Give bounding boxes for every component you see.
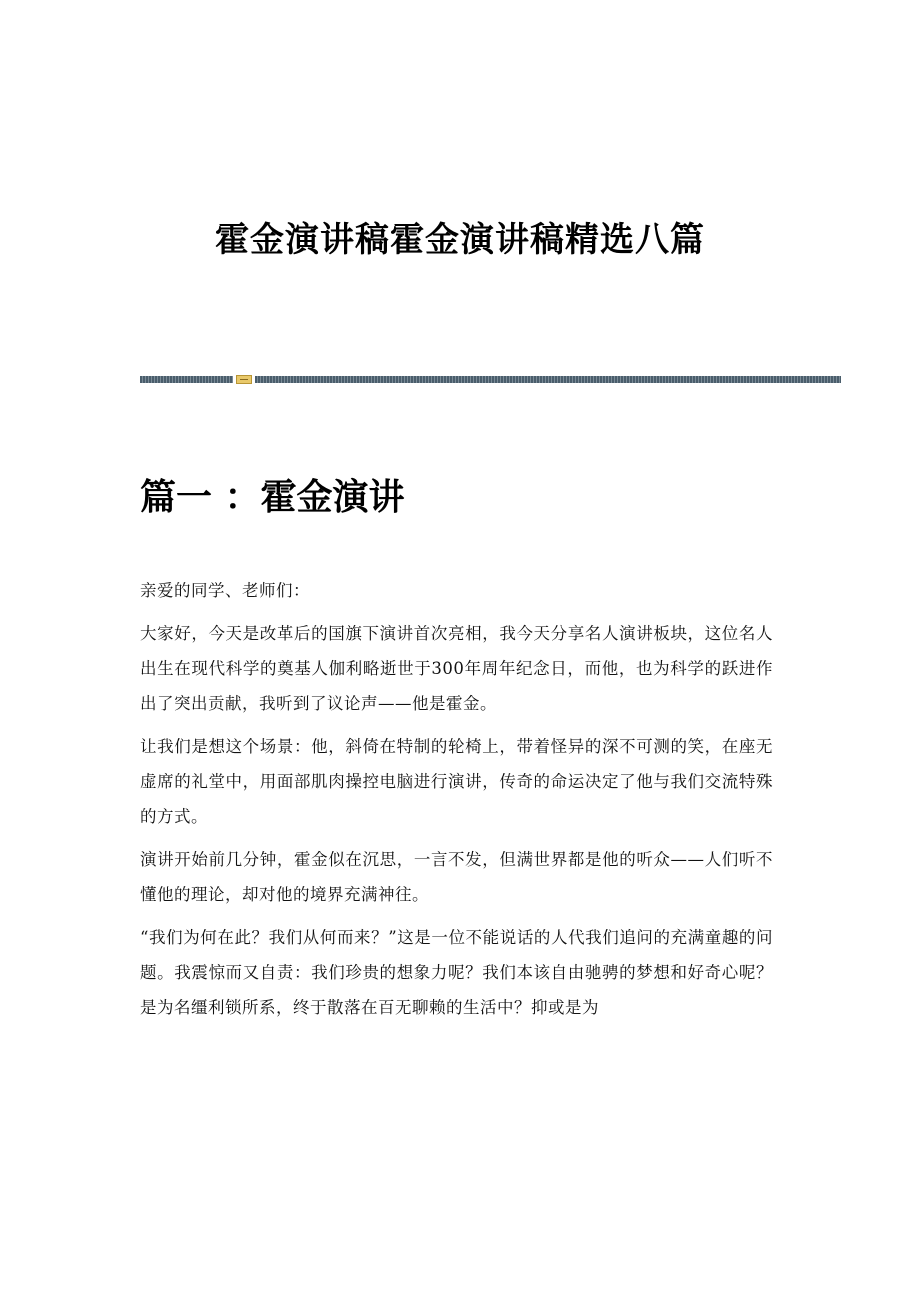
paragraph: 让我们是想这个场景：他，斜倚在特制的轮椅上，带着怪异的深不可测的笑，在座无虚席的礼堂中，用面部肌肉操控电脑进行演讲，传奇的命运决定了他与我们交流特殊的方式。 [140,737,773,826]
divider-bar-right [255,376,841,383]
paragraph: 演讲开始前几分钟，霍金似在沉思，一言不发，但满世界都是他的听众——人们听不懂他的理论，却对他的境界充满神往。 [140,850,773,904]
divider-bar-left [140,376,233,383]
document-title: 霍金演讲稿霍金演讲稿精选八篇 [215,220,705,260]
decorative-divider [140,375,841,384]
divider-ornament-icon [236,375,252,384]
section-heading: 篇一 ：霍金演讲 [140,477,405,518]
paragraph: “我们为何在此？我们从何而来？”这是一位不能说话的人代我们追问的充满童趣的问题。我震惊而又自责：我们珍贵的想象力呢？我们本该自由驰骋的梦想和好奇心呢？是为名缰利锁所系，终于散落在百无聊赖的生活中？抑或是为 [140,928,773,1017]
section-body [140,573,773,1033]
paragraph: 大家好，今天是改革后的国旗下演讲首次亮相，我今天分享名人演讲板块，这位名人出生在现代科学的奠基人伽利略逝世于300年周年纪念日，而他，也为科学的跃进作出了突出贡献，我听到了议论声——他是霍金。 [140,624,773,713]
paragraph-greeting: 亲爱的同学、老师们： [140,581,310,600]
